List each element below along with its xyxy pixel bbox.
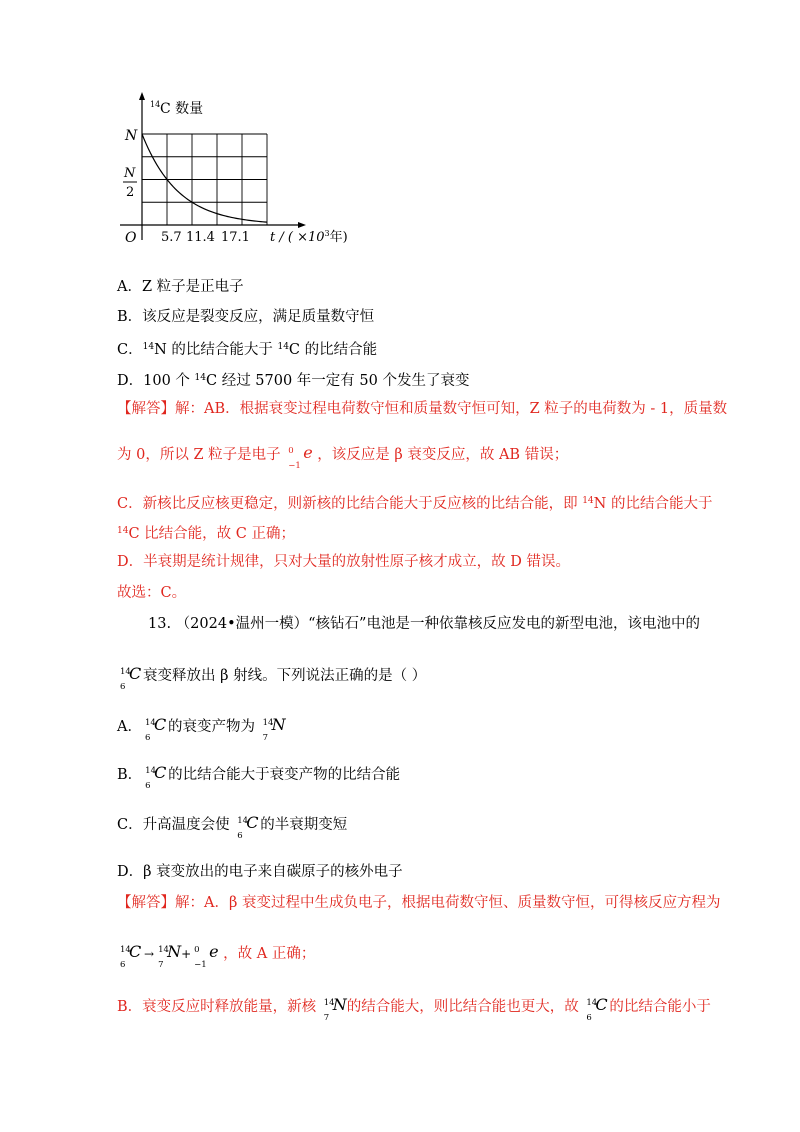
x-axis-label: t / ( $\times 10^3$年) [270,229,348,245]
origin-label: O [125,230,137,246]
option-c: C．$^{14}$N 的比结合能大于 $^{14}$C 的比结合能 [117,342,378,358]
carbon-14-symbol: 14 6 C [120,942,142,970]
answer-12-line-5: D．半衰期是统计规律，只对大量的放射性原子核才成立，故 D 错误。 [117,554,570,570]
x-tick-label: 5.7 [161,230,182,245]
option-a: A．Z 粒子是正电子 [117,279,244,295]
carbon-14-symbol: 14 6 C [586,995,608,1023]
answer-13-equation: 14 6 C → 14 7 N + 0 −1 e ，故 A 正确； [117,942,315,964]
x-tick-label: 11.4 [186,230,215,245]
carbon-14-symbol: 14 6 C [120,664,142,692]
answer-12-line-6: 故选：C。 [117,585,187,601]
decay-chart [0,0,800,270]
y-axis-arrow [139,92,145,100]
y-axis-label-super: 14 [150,100,161,109]
y-axis-label: C 数量 [160,101,204,117]
answer-13-line-1: 【解答】解：A．β 衰变过程中生成负电子，根据电荷数守恒、质量数守恒，可得核反应方程为 [117,895,721,911]
y-tick-half-numerator: N [124,166,136,181]
x-axis-arrow [298,222,306,228]
y-tick-half-denominator: 2 [126,185,135,200]
electron-symbol: 0 −1 e [194,942,219,970]
y-tick-N: N [125,128,138,144]
answer-12-line-2: 为 0，所以 Z 粒子是电子 0 −1 e ，该反应是 β 衰变反应，故 AB 错误； [117,443,569,471]
answer-13-line-3: B．衰变反应时释放能量，新核 14 7 N 的结合能大，则比结合能也更大，故 14 6 C 的比结合能小于 [117,995,711,1023]
question-13-option-b: B． 14 6 C 的比结合能大于衰变产物的比结合能 [117,763,401,791]
decay-curve [142,134,267,222]
carbon-14-symbol: 14 6 C [237,813,259,841]
nitrogen-14-symbol: 14 7 N [323,995,347,1023]
answer-12-line-3: C．新核比反应核更稳定，则新核的比结合能大于反应核的比结合能，即 $^{14}$N 的比结合能大于 [117,496,713,512]
plus-sign: + [181,947,192,961]
nitrogen-14-symbol: 14 7 N [262,715,286,743]
carbon-14-symbol: 14 6 C [144,715,167,743]
question-13-stem: 13. （2024•温州一模）“核钻石”电池是一种依靠核反应发电的新型电池，该电池中的 [148,616,700,632]
option-d: D．100 个 $^{14}$C 经过 5700 年一定有 50 个发生了衰变 [117,373,470,389]
carbon-14-symbol: 14 6 C [145,763,167,791]
answer-12-line-1: 【解答】解：AB．根据衰变过程电荷数守恒和质量数守恒可知，Z 粒子的电荷数为 - 1，质量数 [117,401,728,417]
question-13-option-a: A． 14 6 C 的衰变产物为 14 7 N [117,715,286,743]
reaction-arrow: → [144,947,155,961]
answer-12-line-4: $^{14}$C 比结合能，故 C 正确； [117,526,295,542]
option-b: B．该反应是裂变反应，满足质量数守恒 [117,309,375,325]
chart-grid [142,134,267,225]
electron-symbol: 0 −1 e [288,443,313,471]
nitrogen-14-symbol: 14 7 N [158,942,182,970]
question-13-stem-2: 14 6 C 衰变释放出 β 射线。下列说法正确的是（ ） [117,664,426,686]
question-13-option-d: D．β 衰变放出的电子来自碳原子的核外电子 [117,864,403,880]
question-13-option-c: C．升高温度会使 14 6 C 的半衰期变短 [117,813,348,841]
x-tick-label: 17.1 [221,230,250,245]
